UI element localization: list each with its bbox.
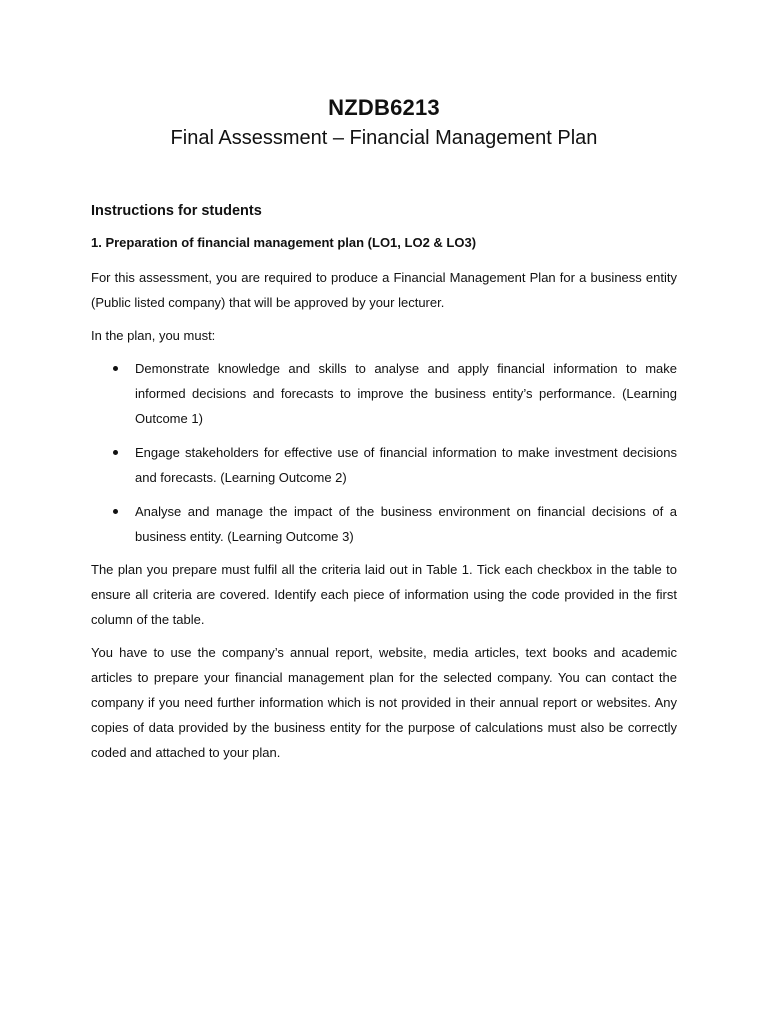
list-item-text: Engage stakeholders for effective use of financial information to make investment decisions and forecasts. (Learning Outcome 2) — [135, 445, 677, 485]
list-item — [91, 356, 677, 431]
list-item — [91, 499, 677, 549]
document-body — [91, 200, 677, 765]
criteria-paragraph: The plan you prepare must fulfil all the criteria laid out in Table 1. Tick each checkbox in the table to ensure all criteria are covered. Identify each piece of information using the code provided in the first column of the table. — [91, 562, 677, 627]
list-item-text: Analyse and manage the impact of the business environment on financial decisions of a business entity. (Learning Outcome 3) — [135, 504, 677, 544]
intro-paragraph: For this assessment, you are required to produce a Financial Management Plan for a business entity (Public listed company) that will be approved by your lecturer. — [91, 270, 677, 310]
learning-outcomes-list — [91, 356, 677, 549]
bullet-icon — [113, 450, 118, 455]
bullet-icon — [113, 366, 118, 371]
lead-in-paragraph: In the plan, you must: — [91, 328, 216, 343]
document-title: Final Assessment – Financial Management Plan — [170, 127, 598, 149]
list-item — [91, 440, 677, 490]
bullet-icon — [113, 509, 118, 514]
course-code: NZDB6213 — [328, 95, 440, 120]
instructions-heading: Instructions for students — [91, 203, 262, 219]
list-item-text: Demonstrate knowledge and skills to analyse and apply financial information to make informed decisions and forecasts to improve the business entity’s performance. (Learning Outcome 1) — [135, 361, 677, 426]
sources-paragraph: You have to use the company’s annual report, website, media articles, text books and academic articles to prepare your financial management plan for the selected company. You can contact the company if you need further information which is not provided in their annual report or websites. Any copies of data provided by the business entity for the purpose of calculations must also be correctly coded and attached to your plan. — [91, 645, 677, 760]
section-title: 1. Preparation of financial management plan (LO1, LO2 & LO3) — [91, 235, 477, 250]
